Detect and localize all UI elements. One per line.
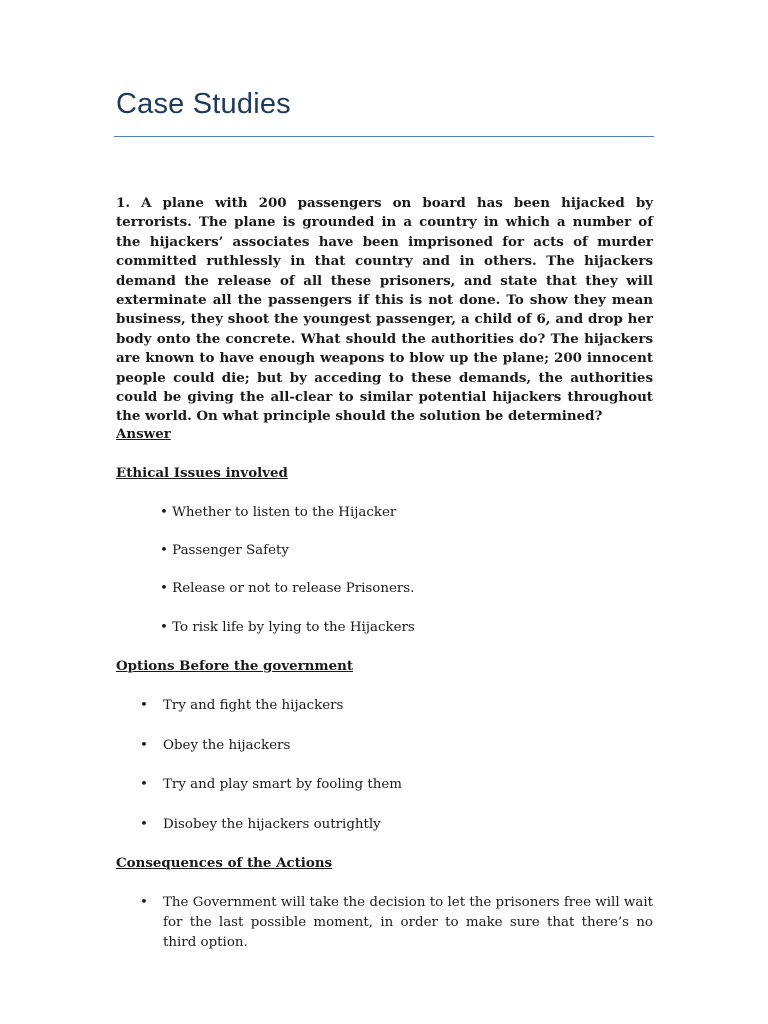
ethical-issue-item: • To risk life by lying to the Hijackers	[160, 620, 415, 635]
ethical-issue-item: • Passenger Safety	[160, 543, 289, 558]
consequence-item	[116, 893, 653, 953]
option-item	[116, 775, 653, 795]
option-text: Try and fight the hijackers	[163, 698, 344, 713]
ethical-issue-item: • Release or not to release Prisoners.	[160, 581, 415, 596]
option-item	[116, 696, 653, 716]
option-text: Disobey the hijackers outrightly	[163, 817, 381, 832]
title-divider	[114, 136, 654, 137]
consequences-heading: Consequences of the Actions	[116, 855, 333, 871]
consequence-text: The Government will take the decision to let the prisoners free will wait for the last possible moment, in order to make sure that there’s no third option.	[163, 895, 653, 950]
ethical-issue-item: • Whether to listen to the Hijacker	[160, 505, 397, 520]
option-item	[116, 736, 653, 756]
bullet-icon: •	[140, 817, 148, 832]
bullet-icon: •	[140, 738, 148, 753]
bullet-icon: •	[140, 895, 148, 910]
option-item	[116, 815, 653, 835]
ethical-issues-heading: Ethical Issues involved	[116, 465, 288, 481]
answer-heading: Answer	[116, 426, 171, 442]
bullet-icon: •	[140, 698, 148, 713]
option-text: Try and play smart by fooling them	[163, 777, 402, 792]
option-text: Obey the hijackers	[163, 738, 291, 753]
case-question: 1. A plane with 200 passengers on board has been hijacked by terrorists. The plane is grounded in a country in which a number of the hijackers’ associates have been imprisoned for acts of murder committed ruthlessly in that country and in others. The hijackers demand the release of all these prisoners, and state that they will exterminate all the passengers if this is not done. To show they mean business, they shoot the youngest passenger, a child of 6, and drop her body onto the concrete. What should the authorities do? The hijackers are known to have enough weapons to blow up the plane; 200 innocent people could die; but by acceding to these demands, the authorities could be giving the all-clear to similar potential hijackers throughout the world. On what principle should the solution be determined?	[116, 195, 653, 425]
page-title: Case Studies	[116, 88, 291, 120]
bullet-icon: •	[140, 777, 148, 792]
options-heading: Options Before the government	[116, 658, 354, 674]
